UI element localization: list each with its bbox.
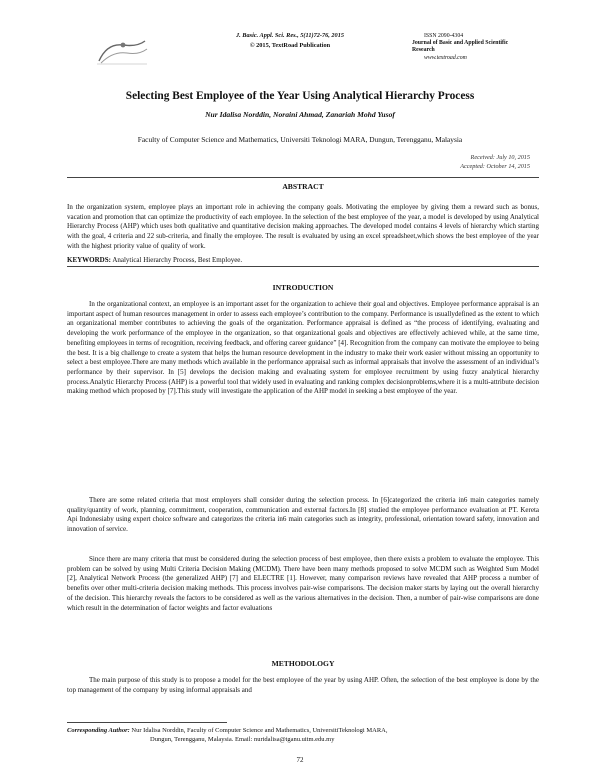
journal-name: Journal of Basic and Applied Scientific Research xyxy=(412,40,509,54)
paper-authors: Nur Idalisa Norddin, Noraini Ahmad, Zanariah Mohd Yusof xyxy=(205,110,395,119)
copyright-line: © 2015, TextRoad Publication xyxy=(249,42,331,49)
accepted-date: Accepted: October 14, 2015 xyxy=(460,162,530,170)
abstract-heading: ABSTRACT xyxy=(282,182,324,191)
publisher-logo xyxy=(93,35,151,67)
journal-citation-block xyxy=(170,31,410,51)
introduction-paragraph-3: Since there are many criteria that must be considered during the selection process of best employee, then there exists a problem to evaluate the employee. This problem can be solved by using Multi Criteria Decision Making (MCDM). There have been many methods proposed to solve MCDM such as Weighted Sum Model [2], Analytical Network Process (the generalized AHP) [7] and ELECTRE [1]. However, many comparison reviews have revealed that AHP process a number of benefits over other multi-criteria decision making methods. This process involves pair-wise comparisons. The decision maker starts by laying out the overall hierarchy of the decision. This hierarchy reveals the factors to be considered as well as the various alternatives in the decision. Then, a number of pair-wise comparisons are done which result in the determination of factor weights and factor evaluations xyxy=(67,555,539,612)
divider-rule xyxy=(67,266,539,267)
keywords-label: KEYWORDS: xyxy=(67,256,111,264)
introduction-heading: INTRODUCTION xyxy=(272,283,334,292)
journal-citation: J. Basic. Appl. Sci. Res., 5(11)72-76, 2015 xyxy=(235,32,345,39)
divider-rule xyxy=(67,177,539,178)
keywords-line xyxy=(67,256,539,266)
footnote-rule xyxy=(67,722,227,723)
corresponding-author-line1: Nur Idalisa Norddin, Faculty of Computer Science and Mathematics, UniversitiTeknologi MARA, xyxy=(129,727,388,734)
author-affiliation: Faculty of Computer Science and Mathematics, Universiti Teknologi MARA, Dungun, Terengganu, Malaysia xyxy=(137,135,463,144)
abstract-text: In the organization system, employee plays an important role in achieving the company goals. Motivating the employee by giving them a reward such as bonus, vacation and promotion that can optimize the productivity of each employee. In the selection of the best employee of the year, a model is developed by using Analytical Hierarchy Process (AHP) which uses both qualitative and quantitative decision making approaches. The developed model contains 4 levels of hierarchy which starting with the goal, 4 criteria and 22 sub-criteria, and finally the employee. The result is evaluated by using an excel spreadsheet,which shows the best employee of the year with the highest priority value of quality of work. xyxy=(67,203,539,250)
keywords-list: Analytical Hierarchy Process, Best Employee. xyxy=(110,256,243,264)
introduction-paragraph-1: In the organizational context, an employee is an important asset for the organization to achieve their goal and objectives. Employee performance appraisal is an important aspect of human resources management in order to assess each employee’s contribution to the company. Performance is usuallydefined as the extent to which an organizational member contributes to achieving the goals of the organization. Performance appraisal is defined as “the process of identifying, evaluating and developing the work performance of the employee in the organization, so that organizational goals and objectives are effectively achieved while, at the same time, benefiting employees in terms of recognition, receiving feedback, and offering career guidance” [4]. Recognition from the company can motivate the employee to being the best. It is a big challenge to create a system that helps the human resource development in the industry to make their work easier without missing an opportunity to select a best employee.There are many methods which available in the performance appraisal such as informal appraisals that involve the assessment of an individual’s performance by their supervisor. In [5] develops the decision making and evaluating system for employee recruitment by using fuzzy analytical hierarchy process.Analytic Hierarchy Process (AHP) is a powerful tool that widely used in evaluating and ranking complex decisionproblems,where it is a multi-attribute decision making method which proposed by [7].This study will investigate the application of the AHP model in seeking a best employee of the year. xyxy=(67,300,539,396)
corresponding-author-line2: Dungun, Terengganu, Malaysia. Email: nuridalisa@tganu.uitm.edu.my xyxy=(150,735,335,743)
methodology-heading: METHODOLOGY xyxy=(271,659,335,668)
corresponding-author-label: Corresponding Author: xyxy=(67,727,130,734)
journal-website[interactable]: www.textroad.com xyxy=(424,54,467,61)
corresponding-author xyxy=(67,727,539,745)
received-date: Received: July 10, 2015 xyxy=(470,154,530,161)
introduction-paragraph-2: There are some related criteria that most employers shall consider during the selection process. In [6]categorized the criteria in6 main categories namely quality/quantity of work, planning, commitment, cooperation, communication and external factors.In [8] studied the employee performance evaluation at PT. Kereta Api Indonesiaby using expert choice software and categorizes the criteria in6 main categories such as integrity, professional, orientation toward safety, innovation and innovation of service. xyxy=(67,496,539,534)
journal-info-block xyxy=(412,33,532,62)
methodology-paragraph-1: The main purpose of this study is to propose a model for the best employee of the year by using AHP. Often, the selection of the best employee is done by the top management of the company by using informal appraisals and xyxy=(67,676,539,694)
issn: ISSN 2090-4304 xyxy=(424,33,464,39)
page-number: 72 xyxy=(296,756,304,764)
submission-dates xyxy=(380,154,530,171)
paper-title: Selecting Best Employee of the Year Using Analytical Hierarchy Process xyxy=(125,90,475,102)
